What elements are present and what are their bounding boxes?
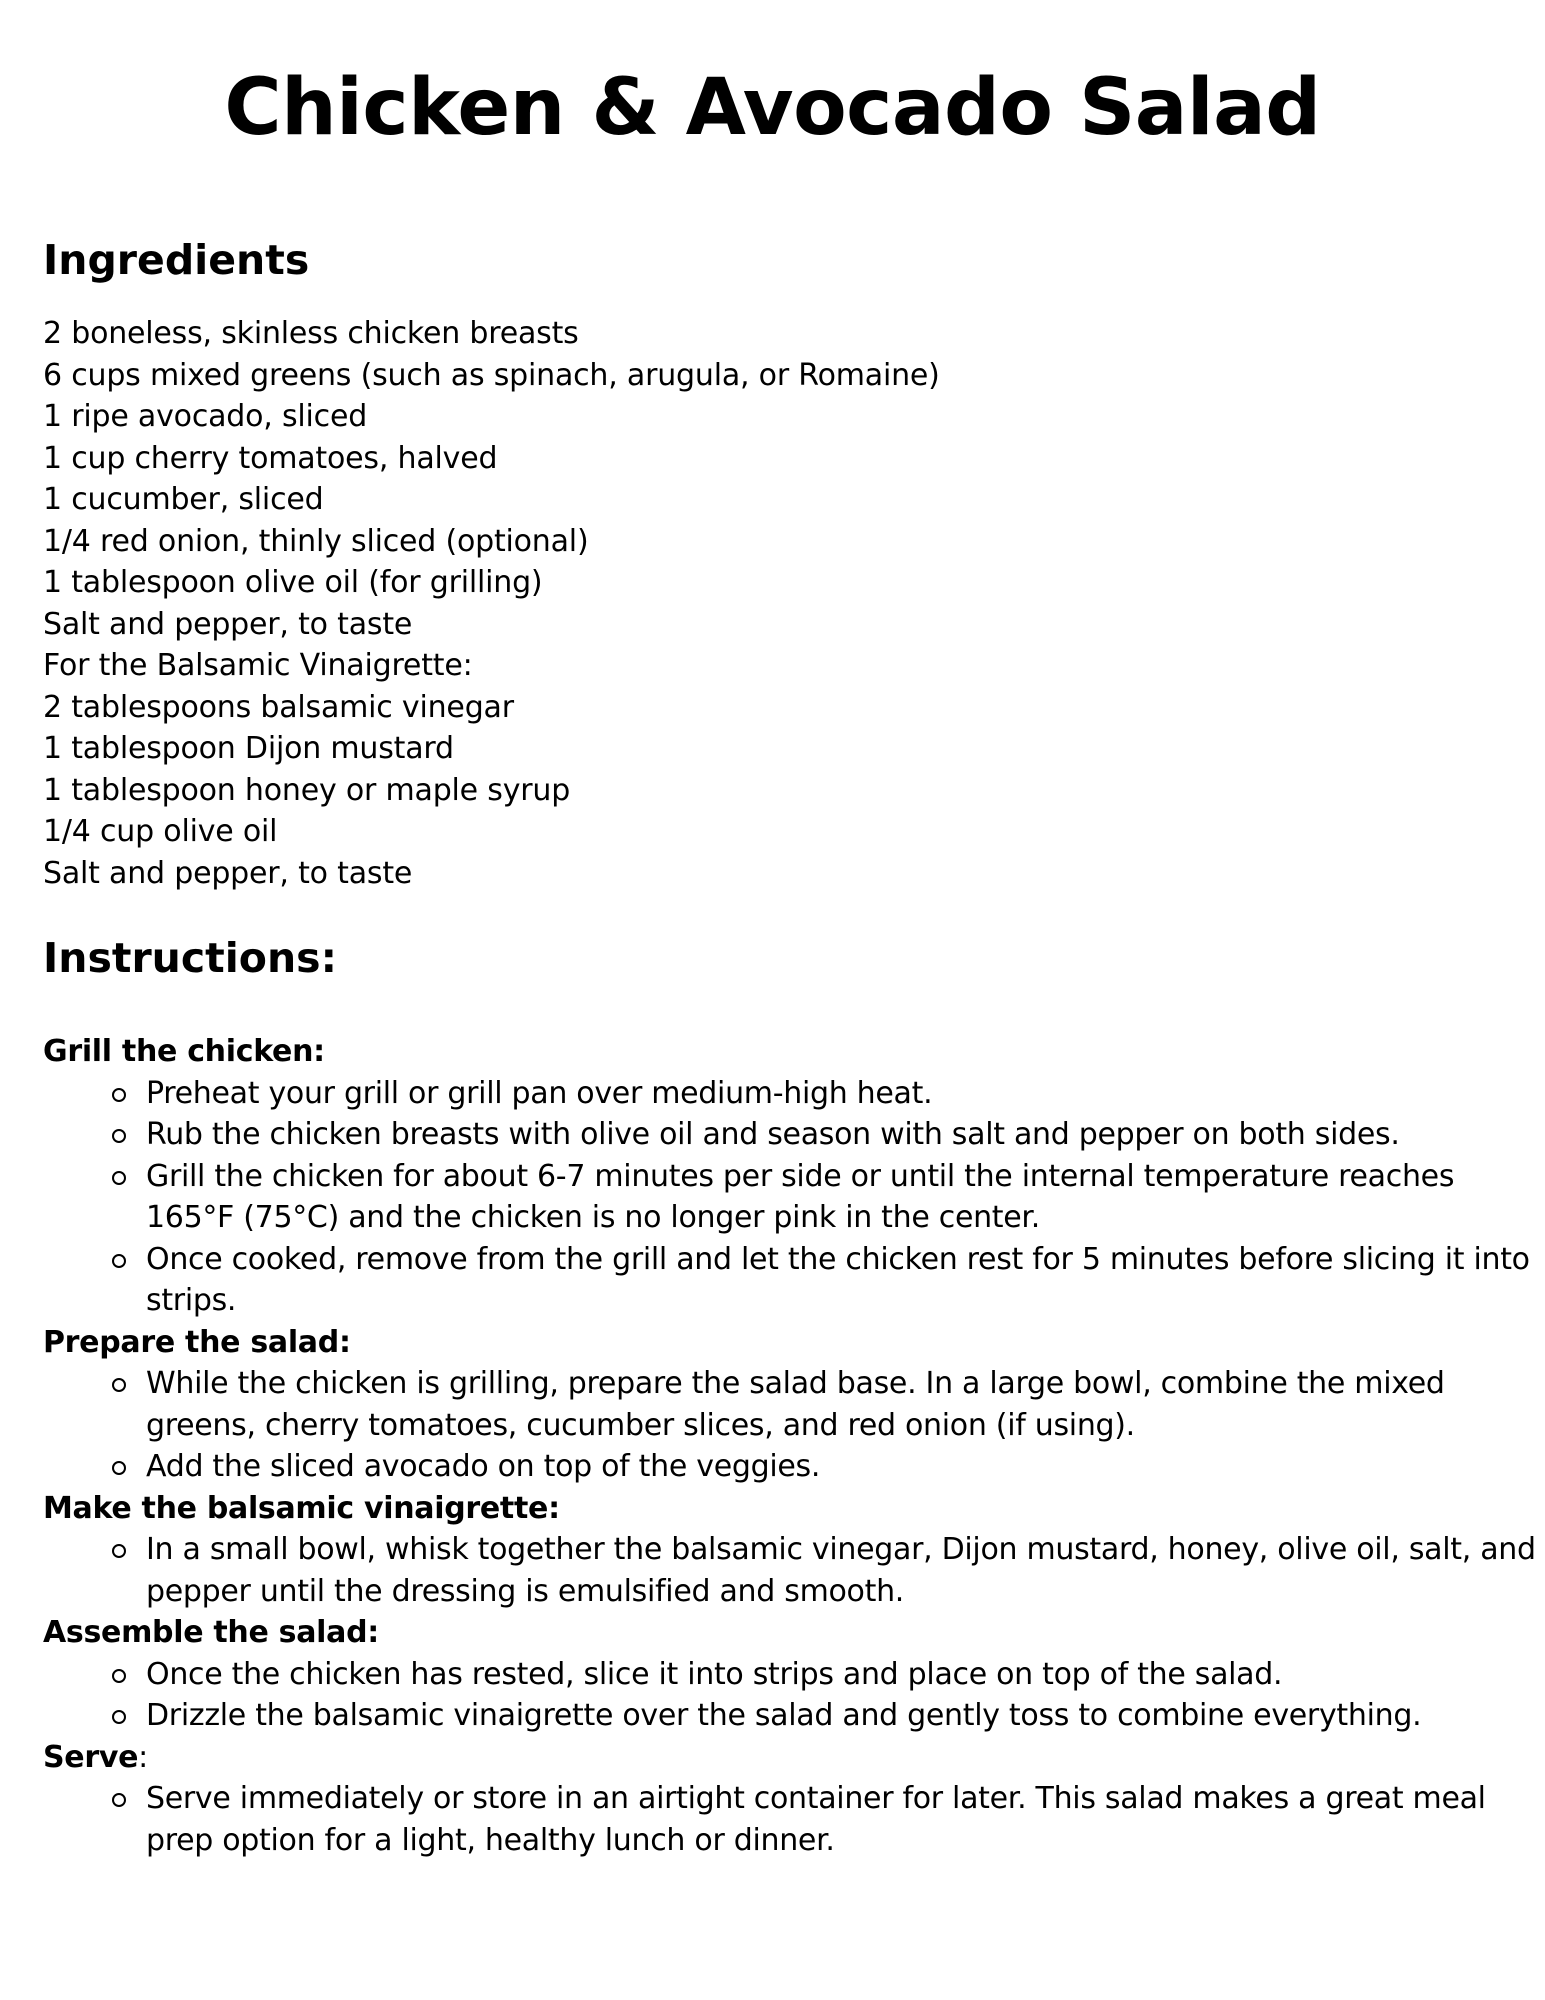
step-item: [43, 1654, 1536, 1696]
ingredient-item: 1 tablespoon honey or maple syrup: [43, 772, 571, 808]
circle-bullet-icon: [112, 1129, 126, 1143]
circle-bullet-icon: [112, 1461, 126, 1475]
ingredient-item: 1/4 cup olive oil: [43, 814, 278, 849]
step-item: [43, 1529, 1536, 1612]
ingredient-item: 2 boneless, skinless chicken breasts: [43, 316, 579, 351]
instruction-section-title: [43, 1322, 1513, 1364]
step-list: [43, 1529, 1536, 1612]
step-text: Once cooked, remove from the grill and let the chicken rest for 5 minutes before slicing it into strips.: [146, 1241, 1530, 1318]
step-text: Preheat your grill or grill pan over medium-high heat.: [146, 1075, 933, 1111]
ingredient-item: 2 tablespoons balsamic vinegar: [43, 689, 514, 725]
step-text: In a small bowl, whisk together the balsamic vinegar, Dijon mustard, honey, olive oil, salt, and pepper until the dressing is emulsified and smooth.: [146, 1532, 1536, 1609]
section-title-colon: :: [138, 1739, 148, 1775]
ingredient-item: 1 ripe avocado, sliced: [43, 399, 368, 434]
ingredients-heading: Ingredients: [43, 236, 310, 284]
step-list: [43, 1363, 1513, 1488]
ingredient-item: 6 cups mixed greens (such as spinach, arugula, or Romaine): [43, 357, 940, 393]
section-title-colon: :: [548, 1490, 560, 1526]
step-item: [43, 1363, 1536, 1446]
step-item: [43, 1695, 1536, 1737]
step-list: [43, 1073, 1530, 1322]
ingredient-item: 1 tablespoon Dijon mustard: [43, 731, 454, 766]
circle-bullet-icon: [112, 1378, 126, 1392]
step-text: Grill the chicken for about 6-7 minutes per side or until the internal temperature reaches 165°F (75°C) and the chicken is no longer pink in the center.: [146, 1158, 1455, 1235]
step-text: Once the chicken has rested, slice it into strips and place on top of the salad.: [146, 1656, 1283, 1692]
instruction-section-title: [43, 1737, 1513, 1779]
section-title-colon: :: [313, 1034, 325, 1069]
step-text: Rub the chicken breasts with olive oil and season with salt and pepper on both sides.: [146, 1117, 1400, 1152]
step-item: [43, 1778, 1536, 1861]
instruction-section-title: [43, 1031, 1513, 1073]
instructions-body: [43, 1031, 1536, 1861]
ingredient-list: [43, 313, 940, 894]
page-title: Chicken & Avocado Salad: [224, 63, 1321, 153]
circle-bullet-icon: [112, 1793, 126, 1807]
circle-bullet-icon: [112, 1088, 126, 1102]
step-list: [43, 1654, 1513, 1737]
step-item: [43, 1073, 1536, 1115]
step-text: While the chicken is grilling, prepare the salad base. In a large bowl, combine the mixed greens, cherry tomatoes, cucumber slices, and red onion (if using).: [146, 1366, 1445, 1443]
ingredient-item: Salt and pepper, to taste: [43, 855, 413, 891]
step-item: [43, 1239, 1536, 1322]
circle-bullet-icon: [112, 1254, 126, 1268]
circle-bullet-icon: [112, 1710, 126, 1724]
ingredient-item: 1 cucumber, sliced: [43, 482, 324, 517]
step-item: [43, 1156, 1536, 1239]
instruction-section-title: [43, 1488, 1513, 1530]
section-title-text: Grill the chicken: [43, 1034, 314, 1069]
ingredient-item: 1/4 red onion, thinly sliced (optional): [43, 523, 589, 559]
step-text: Add the sliced avocado on top of the veggies.: [146, 1449, 821, 1484]
step-text: Serve immediately or store in an airtight container for later. This salad makes a great meal prep option for a light, healthy lunch or dinner.: [146, 1781, 1486, 1858]
section-title-colon: :: [338, 1324, 351, 1360]
instructions-heading: Instructions:: [43, 934, 337, 982]
ingredient-item: Salt and pepper, to taste: [43, 606, 413, 642]
section-title-colon: :: [367, 1615, 379, 1650]
step-list: [43, 1778, 1513, 1861]
section-title-text: Make the balsamic vinaigrette: [43, 1490, 549, 1526]
step-item: [43, 1446, 1536, 1488]
section-title-text: Prepare the salad: [43, 1324, 339, 1360]
ingredient-item: 1 tablespoon olive oil (for grilling): [43, 565, 543, 600]
circle-bullet-icon: [112, 1171, 126, 1185]
step-text: Drizzle the balsamic vinaigrette over the salad and gently toss to combine everything.: [146, 1698, 1422, 1733]
circle-bullet-icon: [112, 1669, 126, 1683]
section-title-text: Serve: [43, 1739, 139, 1775]
circle-bullet-icon: [112, 1544, 126, 1558]
section-title-text: Assemble the salad: [43, 1615, 368, 1650]
step-item: [43, 1114, 1536, 1156]
ingredient-item: For the Balsamic Vinaigrette:: [43, 648, 473, 683]
ingredient-item: 1 cup cherry tomatoes, halved: [43, 440, 498, 476]
instruction-section-title: [43, 1612, 1513, 1654]
